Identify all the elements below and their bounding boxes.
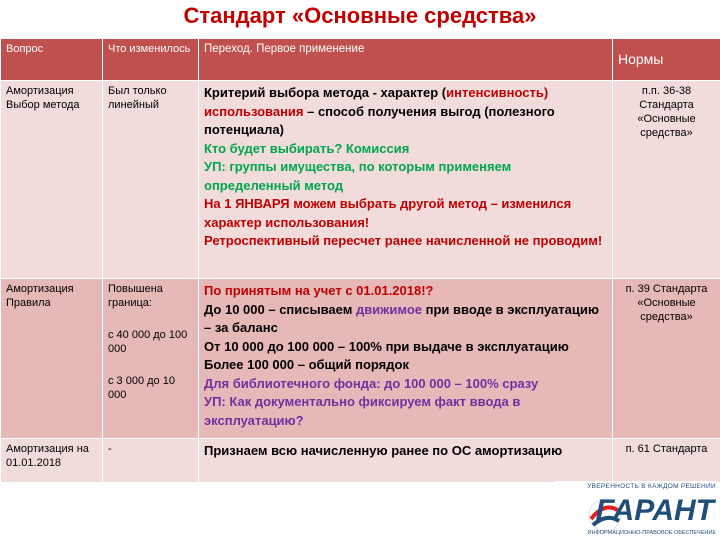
row-norms: п. 39 Стандарта «Основные средства» xyxy=(613,279,720,439)
header-norms: Нормы xyxy=(613,39,720,81)
row-transition xyxy=(199,279,613,439)
row-changed: - xyxy=(103,439,199,483)
row-question: Амортизация на 01.01.2018 xyxy=(1,439,103,483)
table-row xyxy=(1,439,720,483)
standard-table xyxy=(0,38,720,483)
logo-slogan: УВЕРЕННОСТЬ В КАЖДОМ РЕШЕНИИ xyxy=(587,483,716,490)
transition-line: На 1 ЯНВАРЯ можем выбрать другой метод – изменился характер использования! xyxy=(204,196,572,230)
row-changed xyxy=(103,279,199,439)
page-title: Стандарт «Основные средства» xyxy=(183,3,537,28)
row-question: Амортизация Правила xyxy=(1,279,103,439)
transition-line: Ретроспективный пересчет ранее начисленной не проводим! xyxy=(204,233,603,248)
logo-subslogan: ИНФОРМАЦИОННО-ПРАВОВОЕ ОБЕСПЕЧЕНИЕ xyxy=(587,530,716,536)
transition-line: Для библиотечного фонда: до 100 000 – 100% сразу xyxy=(204,375,539,391)
header-transition: Переход. Первое применение xyxy=(199,39,613,81)
row-transition: Признаем всю начисленную ранее по ОС амортизацию xyxy=(199,439,613,483)
table-row xyxy=(1,81,720,279)
header-question: Вопрос xyxy=(1,39,103,81)
changed-line: Повышена граница: xyxy=(108,283,163,309)
logo-brand: ГАРАНТ xyxy=(595,494,714,527)
row-changed: Был только линейный xyxy=(103,81,199,279)
row-question: Амортизация Выбор метода xyxy=(1,81,103,279)
table-header-row xyxy=(1,39,720,81)
transition-line: От 10 000 до 100 000 – 100% при выдаче в эксплуатацию xyxy=(204,338,569,354)
transition-line: УП: Как документально фиксируем факт ввода в эксплуатацию? xyxy=(204,394,521,428)
transition-line: УП: группы имущества, по которым применяем определенный метод xyxy=(204,159,512,193)
row-norms: п.п. 36-38 Стандарта «Основные средства» xyxy=(613,81,720,279)
transition-line: Более 100 000 – общий порядок xyxy=(204,357,409,372)
transition-line: По принятым на учет с 01.01.2018!? xyxy=(204,283,434,298)
header-changed: Что изменилось xyxy=(103,39,199,81)
changed-line: с 3 000 до 10 000 xyxy=(108,375,175,401)
table-row xyxy=(1,279,720,439)
transition-line: Критерий выбора метода - характер (интенсивность) использования – способ получения выгод (полезного потенциала) xyxy=(204,85,555,137)
changed-line: с 40 000 до 100 000 xyxy=(108,329,188,355)
transition-line: До 10 000 – списываем движимое при вводе в эксплуатацию – за баланс xyxy=(204,301,599,335)
transition-line: Кто будет выбирать? Комиссия xyxy=(204,140,410,156)
row-norms: п. 61 Стандарта xyxy=(613,439,720,483)
row-transition xyxy=(199,81,613,279)
